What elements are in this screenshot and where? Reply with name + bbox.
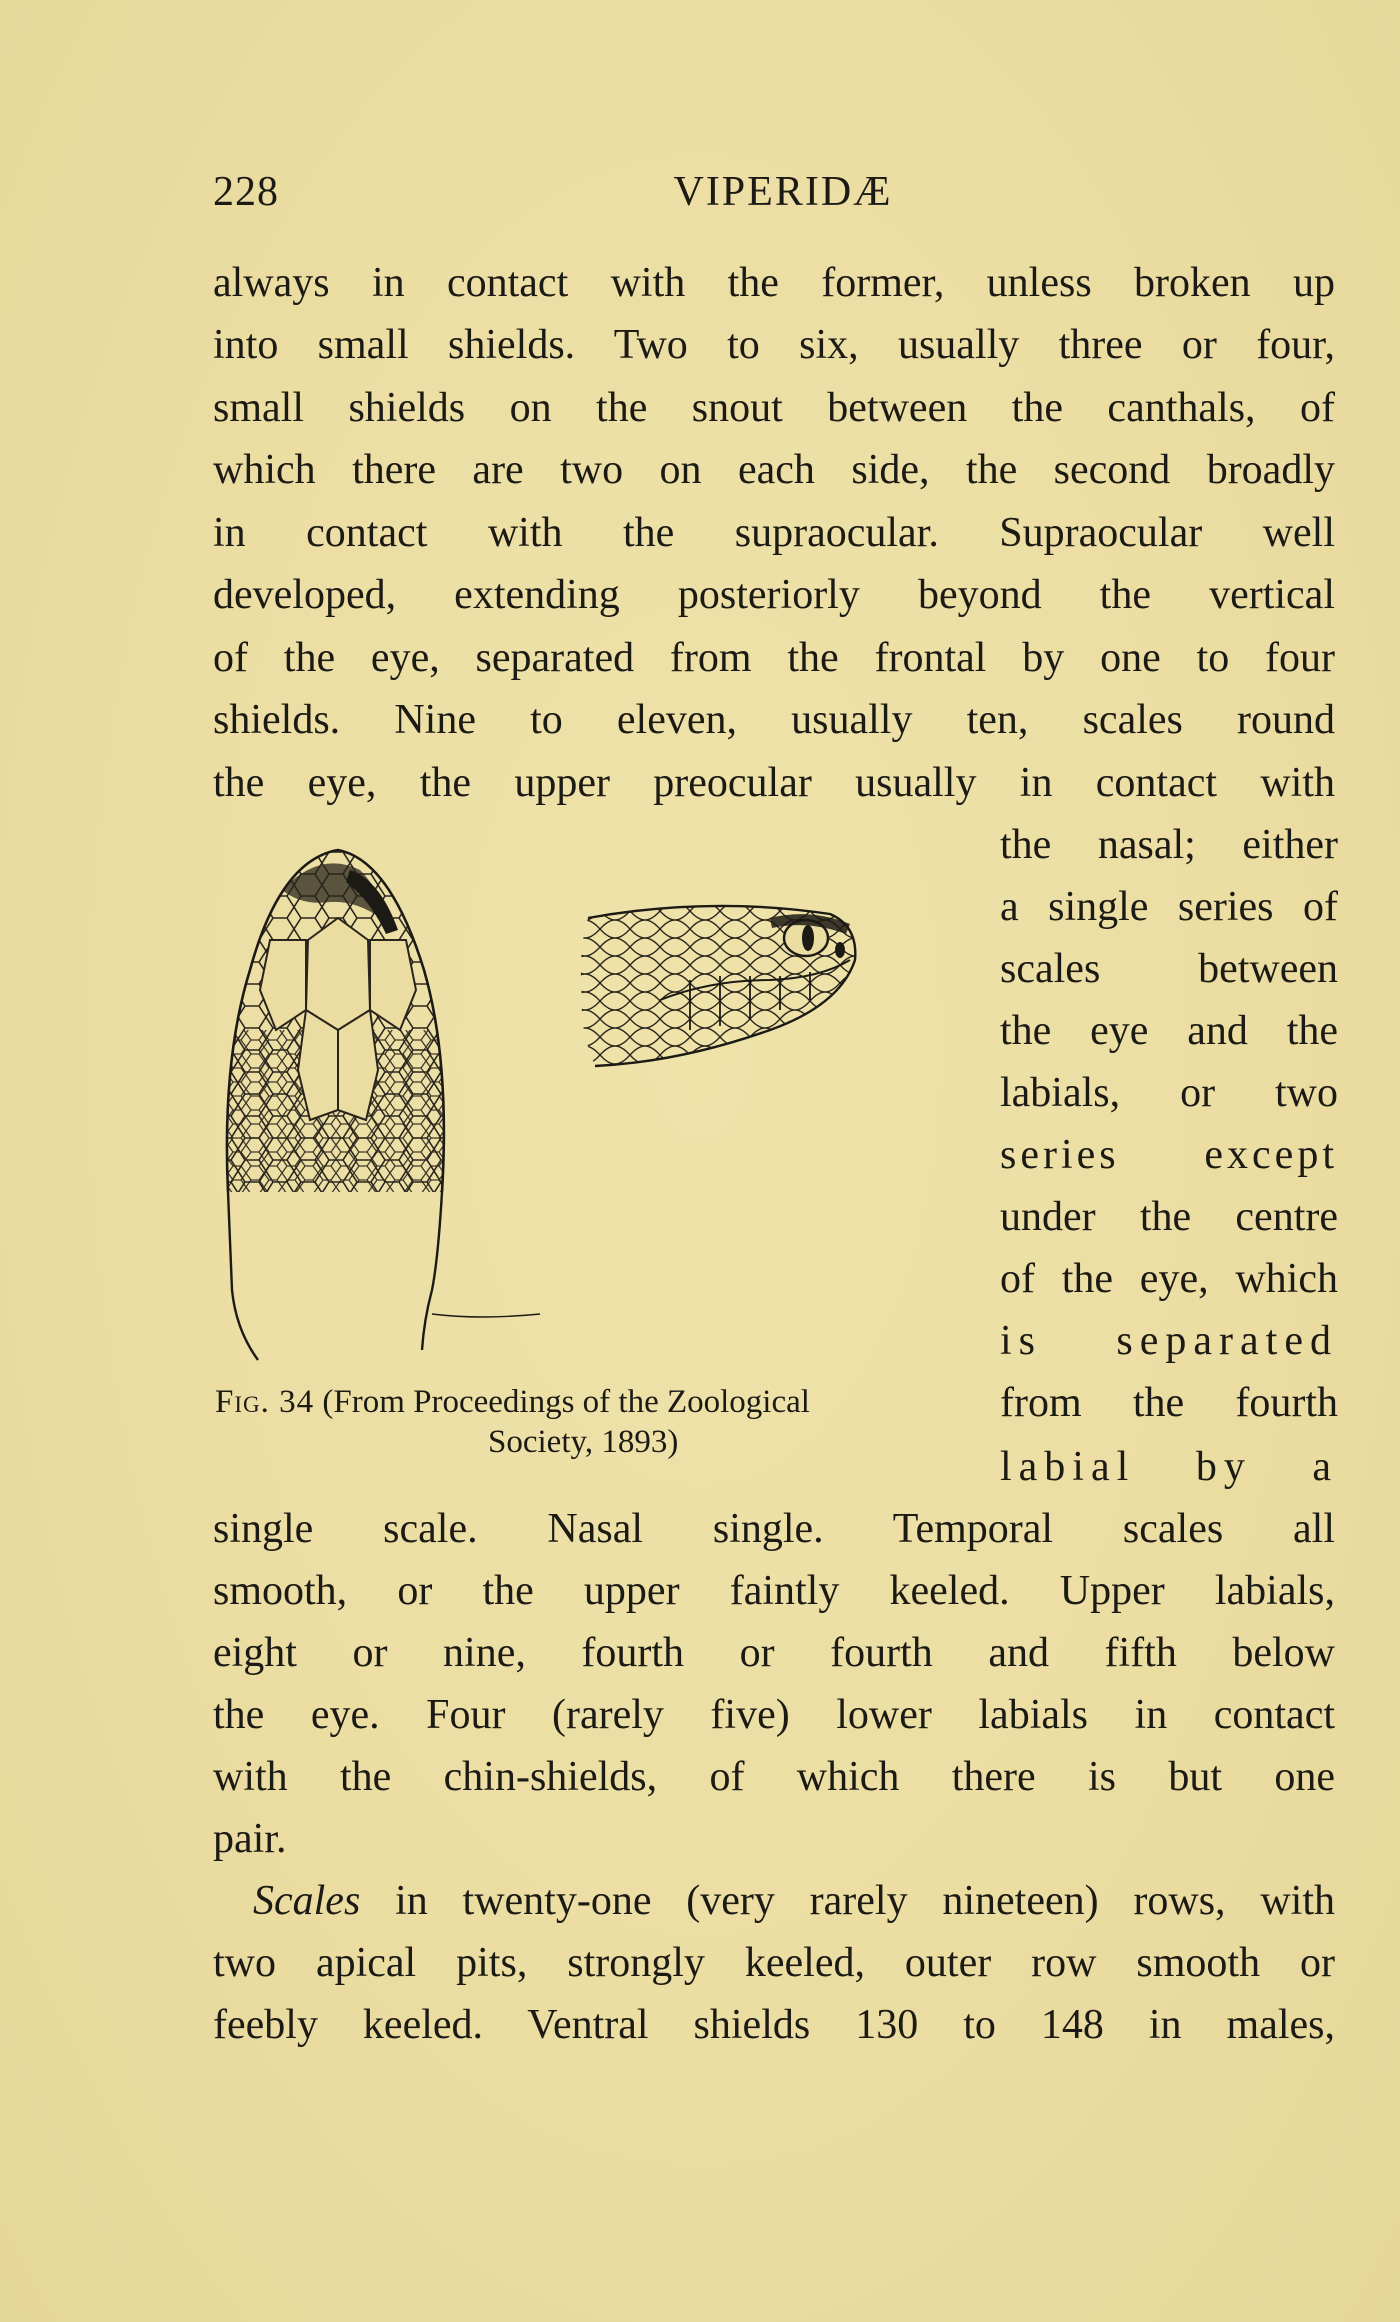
text-line: a single series of	[1000, 884, 1338, 930]
text-line: the eye, the upper preocular usually in contact with	[213, 760, 1335, 806]
text-line: is separated	[1000, 1318, 1338, 1364]
text-line: of the eye, which	[1000, 1256, 1338, 1302]
figure-caption-text-2: Society, 1893)	[488, 1424, 679, 1460]
scales-paragraph-line1	[253, 1880, 1335, 1922]
page-number: 228	[213, 169, 279, 215]
text-line: pair.	[213, 1816, 287, 1862]
text-line: of the eye, separated from the frontal by one to four	[213, 635, 1335, 681]
figure-caption	[215, 1384, 810, 1421]
text-line: single scale. Nasal single. Temporal scales all	[213, 1506, 1335, 1552]
text-line: small shields on the snout between the canthals, of	[213, 385, 1335, 431]
text-line: labials, or two	[1000, 1070, 1338, 1116]
scales-line1-rest: in twenty-one (very rarely nineteen) rows, with	[360, 1878, 1335, 1924]
text-line: labial by a	[1000, 1444, 1338, 1490]
text-line: the eye and the	[1000, 1008, 1338, 1054]
page-header	[213, 168, 1343, 218]
text-line: eight or nine, fourth or fourth and fifth below	[213, 1630, 1335, 1676]
scales-lead-word: Scales	[253, 1878, 361, 1924]
text-line: developed, extending posteriorly beyond the vertical	[213, 572, 1335, 618]
text-line: series except	[1000, 1132, 1338, 1178]
head-side-view	[570, 890, 870, 1080]
text-line: the eye. Four (rarely five) lower labials in contact	[213, 1692, 1335, 1738]
text-line: into small shields. Two to six, usually three or four,	[213, 322, 1335, 368]
text-line: the nasal; either	[1000, 822, 1338, 868]
head-top-view	[210, 830, 540, 1360]
text-line: with the chin-shields, of which there is but one	[213, 1754, 1335, 1800]
text-line: under the centre	[1000, 1194, 1338, 1240]
text-line: feebly keeled. Ventral shields 130 to 148 in males,	[213, 2002, 1335, 2048]
text-line: scales between	[1000, 946, 1338, 992]
snake-head-illustration	[210, 830, 970, 1370]
text-line: which there are two on each side, the second broadly	[213, 447, 1335, 493]
text-line: shields. Nine to eleven, usually ten, scales round	[213, 697, 1335, 743]
text-line: in contact with the supraocular. Supraocular well	[213, 510, 1335, 556]
text-line: always in contact with the former, unless broken up	[213, 260, 1335, 306]
text-line: smooth, or the upper faintly keeled. Upper labials,	[213, 1568, 1335, 1614]
figure-label: Fig. 34	[215, 1384, 315, 1420]
running-title: VIPERIDÆ	[673, 169, 893, 215]
text-line: two apical pits, strongly keeled, outer row smooth or	[213, 1940, 1335, 1986]
figure-caption-text: (From Proceedings of the Zoological	[322, 1384, 810, 1420]
text-line: from the fourth	[1000, 1380, 1338, 1426]
